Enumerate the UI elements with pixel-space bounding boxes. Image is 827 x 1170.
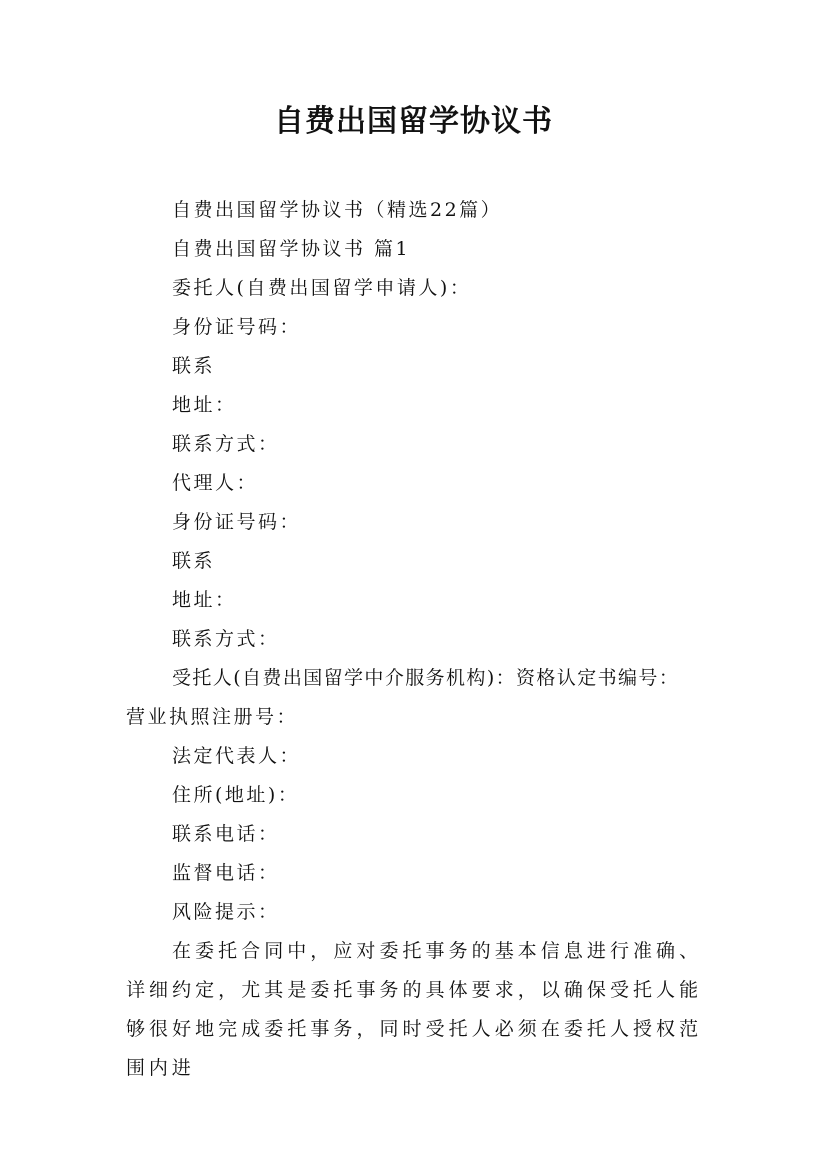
subtitle-line: 自费出国留学协议书（精选22篇） — [172, 199, 503, 221]
field-agent-contact: 联系 — [172, 550, 216, 572]
field-business-license: 营业执照注册号： — [126, 706, 299, 728]
field-principal-contact-method: 联系方式： — [172, 433, 280, 455]
field-supervision-phone: 监督电话： — [172, 862, 280, 884]
field-agent-id-number: 身份证号码： — [172, 511, 302, 533]
document-body — [126, 191, 702, 1088]
field-principal: 委托人(自费出国留学申请人)： — [172, 277, 472, 299]
field-agent: 代理人： — [172, 472, 259, 494]
field-legal-representative: 法定代表人： — [172, 745, 302, 767]
field-contact-phone: 联系电话： — [172, 823, 280, 845]
field-principal-address: 地址： — [172, 394, 237, 416]
field-principal-contact: 联系 — [172, 355, 216, 377]
section-heading: 自费出国留学协议书 篇1 — [172, 238, 411, 260]
risk-notice-heading: 风险提示： — [172, 901, 280, 923]
field-agent-contact-method: 联系方式： — [172, 628, 280, 650]
document-title: 自费出国留学协议书 — [274, 104, 553, 139]
field-principal-id-number: 身份证号码： — [172, 316, 302, 338]
field-residence-address: 住所(地址)： — [172, 784, 300, 806]
field-trustee-certificate: 受托人(自费出国留学中介服务机构)：资格认定书编号： — [172, 667, 680, 689]
risk-notice-paragraph: 在委托合同中，应对委托事务的基本信息进行准确、详细约定，尤其是委托事务的具体要求，以确保受托人能够很好地完成委托事务，同时受托人必须在委托人授权范围内进 — [126, 940, 702, 1079]
field-agent-address: 地址： — [172, 589, 237, 611]
